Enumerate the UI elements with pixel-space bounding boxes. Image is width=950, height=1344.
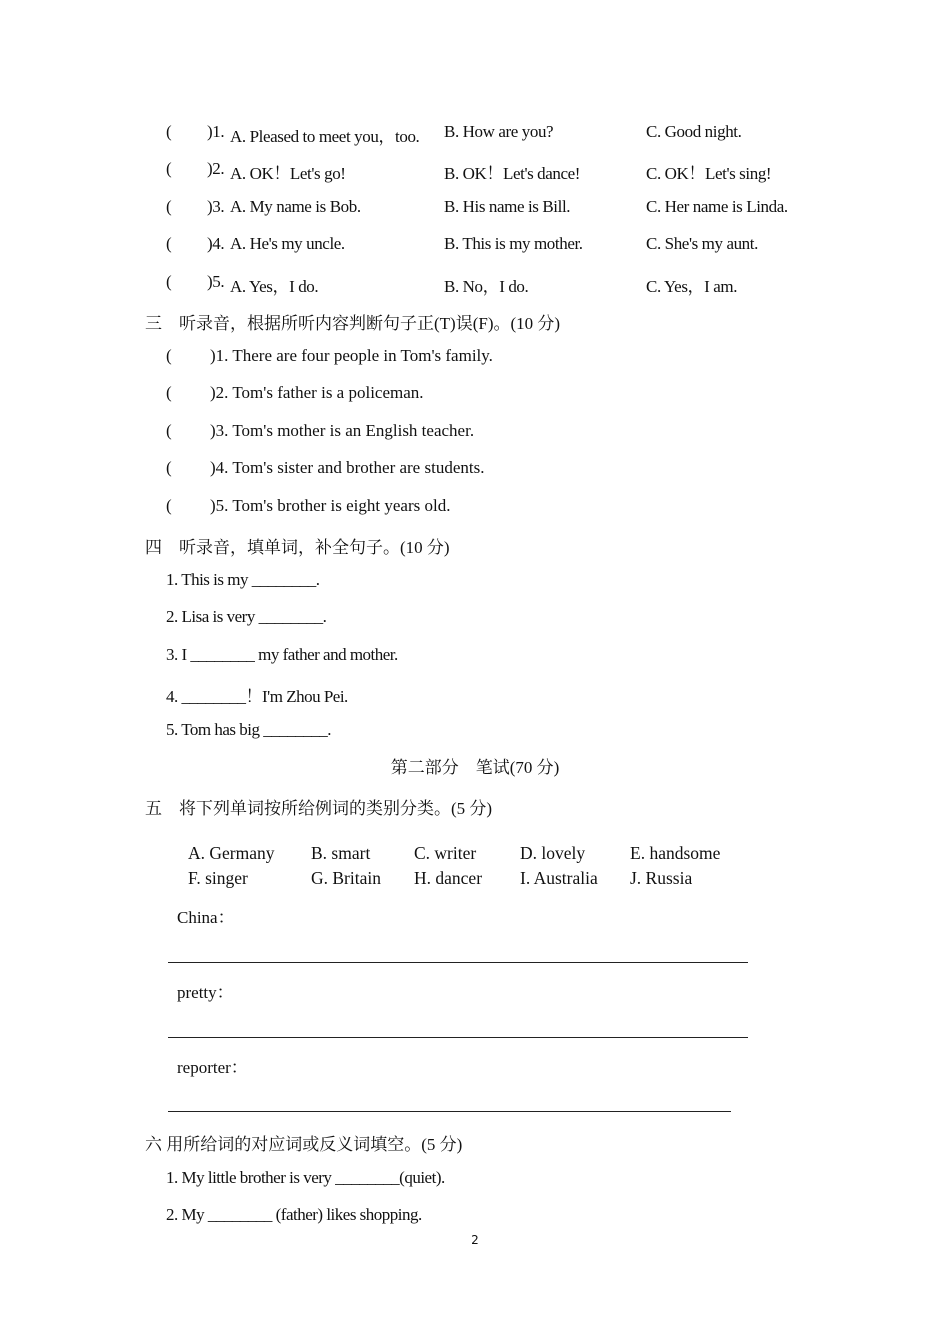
option-a: A. He's my uncle. [230, 234, 345, 253]
word-option: G. Britain [311, 868, 381, 888]
category-label-reporter: reporter： [177, 1058, 248, 1077]
word-option: E. handsome [630, 843, 721, 863]
statement-text: )5. Tom's brother is eight years old. [210, 496, 451, 515]
statement-text: )1. There are four people in Tom's family. [210, 346, 493, 365]
answer-paren[interactable]: ( [166, 458, 172, 477]
answer-paren[interactable]: ( [166, 272, 172, 291]
option-c: C. She's my aunt. [646, 234, 758, 253]
statement-text: )4. Tom's sister and brother are students. [210, 458, 485, 477]
answer-paren[interactable]: ( [166, 234, 172, 253]
word-option: J. Russia [630, 868, 693, 888]
answer-paren[interactable]: ( [166, 122, 172, 141]
answer-paren[interactable]: ( [166, 197, 172, 216]
option-b: B. How are you? [444, 122, 554, 141]
category-label-pretty: pretty： [177, 983, 234, 1002]
option-a: A. Pleased to meet you，too. [230, 127, 420, 146]
fill-in-sentence: 2. My ________ (father) likes shopping. [166, 1205, 422, 1224]
category-label-china: China： [177, 908, 235, 927]
option-a: A. OK！Let's go! [230, 164, 346, 183]
option-a: A. Yes，I do. [230, 277, 319, 296]
fill-in-sentence: 1. My little brother is very ________(quiet). [166, 1168, 445, 1187]
section-6-heading: 六 用所给词的对应词或反义词填空。(5 分) [145, 1135, 463, 1154]
fill-in-sentence: 4. ________！I'm Zhou Pei. [166, 687, 348, 706]
fill-in-sentence: 2. Lisa is very ________. [166, 607, 327, 626]
section-4-heading: 四 听录音，填单词，补全句子。(10 分) [145, 538, 450, 557]
fill-in-sentence: 5. Tom has big ________. [166, 720, 331, 739]
question-number: )4. [207, 234, 225, 253]
answer-paren[interactable]: ( [166, 383, 172, 402]
word-option: I. Australia [520, 868, 598, 888]
question-number: )1. [207, 122, 225, 141]
option-c: C. Yes，I am. [646, 277, 738, 296]
question-number: )3. [207, 197, 225, 216]
answer-line-china[interactable] [168, 962, 748, 963]
page-number: 2 [471, 1233, 479, 1247]
option-b: B. OK！Let's dance! [444, 164, 581, 183]
word-option: C. writer [414, 843, 477, 863]
word-option: F. singer [188, 868, 248, 888]
option-c: C. OK！Let's sing! [646, 164, 772, 183]
option-b: B. No，I do. [444, 277, 529, 296]
option-a: A. My name is Bob. [230, 197, 361, 216]
question-number: )5. [207, 272, 225, 291]
part-2-title: 第二部分 笔试(70 分) [390, 758, 560, 777]
answer-paren[interactable]: ( [166, 159, 172, 178]
option-c: C. Her name is Linda. [646, 197, 788, 216]
answer-paren[interactable]: ( [166, 346, 172, 365]
option-b: B. His name is Bill. [444, 197, 571, 216]
question-number: )2. [207, 159, 225, 178]
section-5-heading: 五 将下列单词按所给例词的类别分类。(5 分) [145, 799, 493, 818]
word-option: D. lovely [520, 843, 586, 863]
answer-line-pretty[interactable] [168, 1037, 748, 1038]
word-option: H. dancer [414, 868, 483, 888]
section-3-heading: 三 听录音，根据所听内容判断句子正(T)误(F)。(10 分) [145, 314, 561, 333]
answer-paren[interactable]: ( [166, 421, 172, 440]
option-b: B. This is my mother. [444, 234, 583, 253]
fill-in-sentence: 3. I ________ my father and mother. [166, 645, 398, 664]
word-option: B. smart [311, 843, 371, 863]
answer-line-reporter[interactable] [168, 1111, 731, 1112]
fill-in-sentence: 1. This is my ________. [166, 570, 320, 589]
word-option: A. Germany [188, 843, 275, 863]
statement-text: )3. Tom's mother is an English teacher. [210, 421, 475, 440]
statement-text: )2. Tom's father is a policeman. [210, 383, 424, 402]
answer-paren[interactable]: ( [166, 496, 172, 515]
option-c: C. Good night. [646, 122, 742, 141]
